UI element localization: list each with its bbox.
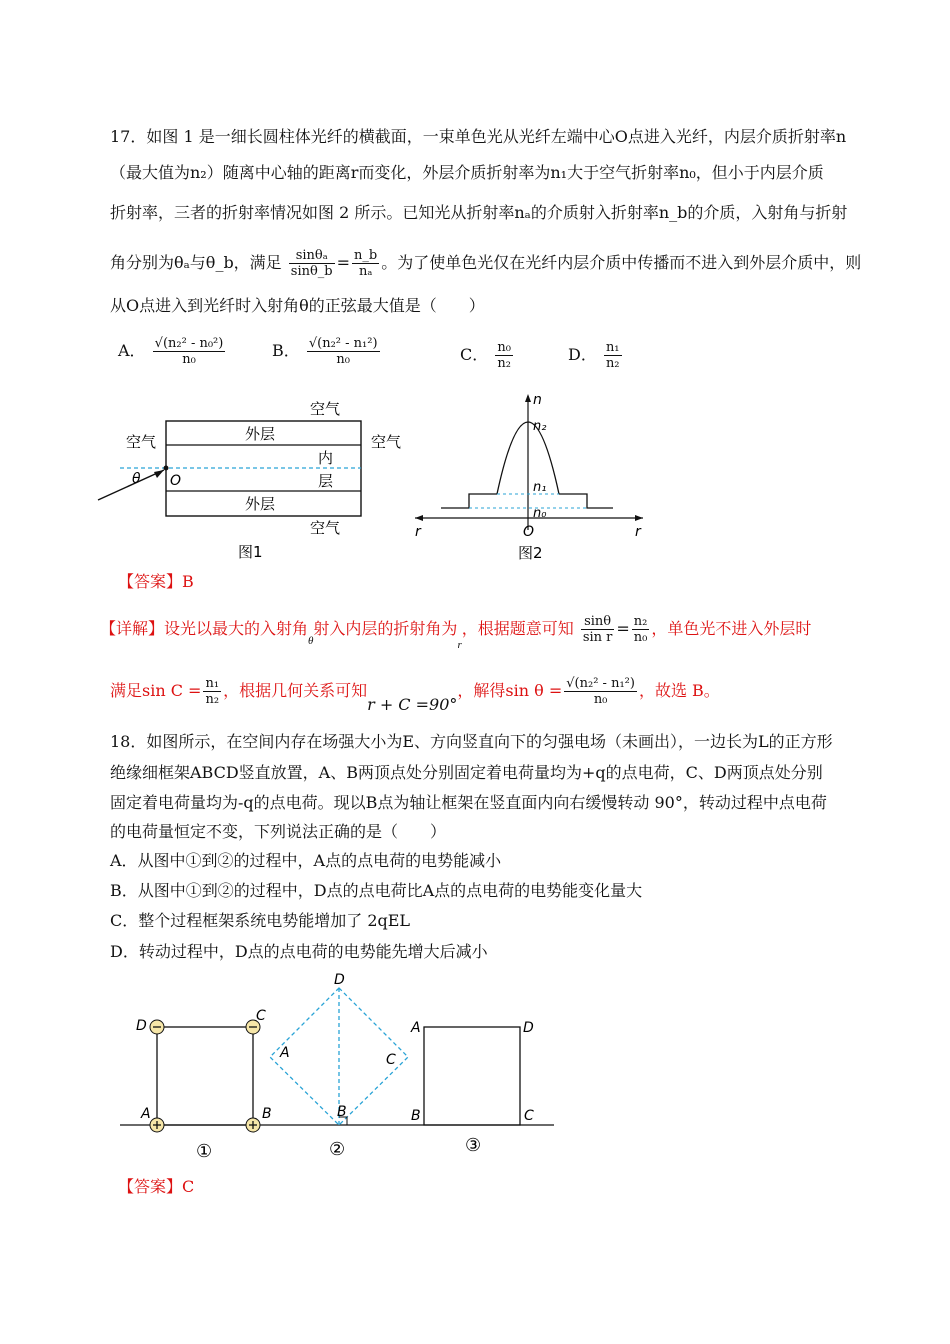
q17-option-a: A． $\frac{\text{√(n₂² - n₀²)}}{\text{n₀}}$ [118, 336, 224, 367]
q17-detail-line-2: 满足sin C = $\frac{\text{n₁}}{\text{n₂}}$ ，根据几何关系可知r + C =90°，解得sin θ = $\frac{\text{√(n₂² - n₁²)}}{\text{n₀}}$ ，故选 B。 [110, 676, 720, 714]
q17-line-4: 角分别为θₐ与θ_b，满足 $\frac{\text{sinθₐ}}{\sin\theta\_b}$ = $\frac{n\_b}{\text{nₐ}}$ 。为了使单色光仅在光纤内层介质中传播而不进入到外层介质中，则 [110, 248, 862, 279]
point-o [164, 466, 169, 471]
inner-label-1: 内 [318, 449, 334, 467]
q17-option-d: D． $\frac{\text{n₁}}{\text{n₂}}$ [568, 340, 620, 371]
f3-label-c: C [524, 1108, 534, 1124]
q17-option-c: C． $\frac{\text{n₀}}{\text{n₂}}$ [460, 340, 511, 371]
f1-label-a: A [141, 1106, 151, 1122]
n0-label: n₀ [533, 506, 547, 521]
q17-line-4-start: 角分别为θₐ与θ_b，满足 [110, 253, 282, 272]
frame-2-number: ② [329, 1139, 346, 1160]
q18-line-1: 18．如图所示，在空间内存在场强大小为E、方向竖直向下的匀强电场（未画出），一边长为L的正方形 [110, 732, 833, 751]
air-right-label: 空气 [371, 433, 402, 451]
f3-label-d: D [523, 1020, 534, 1036]
theta-label: θ [132, 471, 141, 487]
q18-line-4: 的电荷量恒定不变，下列说法正确的是（ ） [110, 822, 447, 841]
q18-option-b: B．从图中①到②的过程中，D点的点电荷比A点的点电荷的电势能变化量大 [110, 881, 643, 900]
q17-line-2: （最大值为n₂）随离中心轴的距离r而变化，外层介质折射率为n₁大于空气折射率n₀，但小于内层介质 [110, 163, 824, 182]
figure-1-fiber [90, 395, 420, 565]
q18-rotation-figure [110, 970, 570, 1170]
q18-option-a: A．从图中①到②的过程中，A点的点电荷的电势能减小 [110, 851, 502, 870]
snell-index-fraction: $\frac{n\_b}{\text{nₐ}}$ [354, 248, 378, 279]
n2-label: n₂ [533, 419, 547, 434]
detail-index-fraction: $\frac{\text{n₂}}{\text{n₀}}$ [633, 614, 648, 645]
air-left-label: 空气 [126, 433, 157, 451]
frame-3-number: ③ [465, 1135, 482, 1156]
outer-bottom-label: 外层 [245, 495, 276, 513]
f2-label-c: C [386, 1052, 396, 1068]
frame-1-number: ① [196, 1141, 213, 1162]
f3-label-b: B [411, 1108, 421, 1124]
q17-line-4-end: 。为了使单色光仅在光纤内层介质中传播而不进入到外层介质中，则 [381, 253, 862, 272]
q17-answer: 【答案】B [118, 572, 194, 591]
f1-label-b: B [262, 1106, 272, 1122]
outer-top-label: 外层 [245, 425, 276, 443]
q18-answer: 【答案】C [118, 1177, 195, 1196]
frame-1 [157, 1027, 253, 1125]
q18-line-3: 固定着电荷量均为-q的点电荷。现以B点为轴让框架在竖直面内向右缓慢转动 90°，转动过程中点电荷 [110, 793, 827, 812]
frame-3 [424, 1027, 520, 1125]
f2-label-a: A [280, 1045, 290, 1061]
inner-label-2: 层 [318, 472, 334, 490]
f1-label-c: C [256, 1008, 266, 1024]
f1-label-d: D [136, 1018, 147, 1034]
q17-detail-line-1: 【详解】设光以最大的入射角$_\theta$射入内层的折射角为$_r$，根据题意可知 $\frac{\sin\theta}{\text{sin r}}$ = $\frac{\text{n₂}}{\text{n₀}}$ ，单色光不进入外层时 [100, 614, 812, 651]
figure-2-index-profile [405, 390, 655, 570]
air-bottom-label: 空气 [310, 519, 341, 537]
q18-option-c: C．整个过程框架系统电势能增加了 2qEL [110, 911, 411, 930]
q17-line-5: 从O点进入到光纤时入射角θ的正弦最大值是（ ） [110, 296, 485, 315]
figure-1-caption: 图1 [238, 543, 263, 561]
q17-option-b: B． $\frac{\text{√(n₂² - n₁²)}}{\text{n₀}}$ [272, 336, 378, 367]
f2-label-b: B [337, 1104, 347, 1120]
q17-line-3: 折射率，三者的折射率情况如图 2 所示。已知光从折射率nₐ的介质射入折射率n_b的介质，入射角与折射 [110, 203, 848, 222]
ray-arrowhead [154, 470, 164, 478]
detail-sin-fraction: $\frac{\sin\theta}{\text{sin r}}$ [582, 614, 613, 645]
q17-line-1: 17．如图 1 是一细长圆柱体光纤的横截面，一束单色光从光纤左端中心O点进入光纤，内层介质折射率n [110, 127, 847, 146]
q18-option-d: D．转动过程中，D点的点电荷的电势能先增大后减小 [110, 942, 488, 961]
origin-label: O [523, 524, 535, 540]
r-right-label: r [635, 524, 641, 540]
n-axis-label: n [533, 392, 542, 408]
snell-fraction: $\frac{\text{sinθₐ}}{\sin\theta\_b}$ [290, 248, 333, 279]
q18-line-2: 绝缘细框架ABCD竖直放置，A、B两顶点处分别固定着电荷量均为+q的点电荷，C、D两顶点处分别 [110, 763, 823, 782]
origin-label: O [170, 473, 182, 489]
outer-step-left [441, 494, 497, 508]
r-left-label: r [415, 524, 421, 540]
f2-label-d: D [334, 972, 345, 988]
outer-step-right [559, 494, 613, 508]
figure-2-caption: 图2 [518, 544, 543, 562]
f3-label-a: A [411, 1020, 421, 1036]
incident-ray [98, 470, 164, 500]
n1-label: n₁ [533, 480, 547, 495]
air-top-label: 空气 [310, 400, 341, 418]
